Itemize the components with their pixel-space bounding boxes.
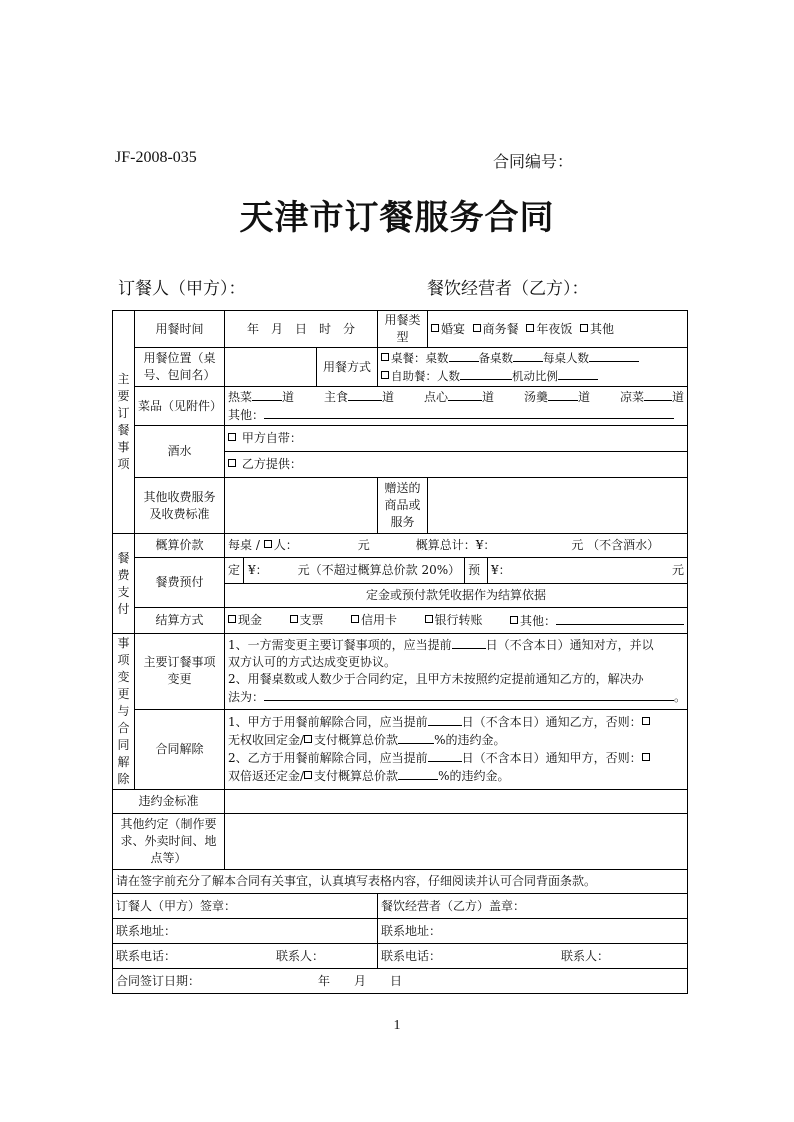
party-b-contact-field[interactable]: 联系电话： 联系人： bbox=[378, 944, 688, 969]
card-checkbox[interactable] bbox=[351, 615, 359, 623]
contract-number-label: 合同编号： bbox=[493, 152, 574, 171]
party-a-label: 订餐人（甲方）： bbox=[118, 279, 246, 299]
party-b-label: 餐饮经营者（乙方）： bbox=[427, 279, 589, 299]
spare-tables-label: 备桌数 bbox=[478, 351, 514, 365]
newyear-checkbox[interactable] bbox=[526, 324, 534, 332]
gifts-label: 赠送的商品或服务 bbox=[378, 478, 428, 534]
dishes-field: 热菜 道 主食 道 点心 道 汤羹 道 凉菜 道 其他： bbox=[225, 387, 688, 426]
newyear-option: 年夜饭 bbox=[536, 321, 573, 336]
table-count-blank[interactable] bbox=[449, 349, 479, 362]
prepay-amount-field[interactable]: ¥： 元 bbox=[488, 558, 688, 584]
per-table-label: 每桌人数 bbox=[543, 351, 590, 365]
section-change-label: 事项变更与合同解除 bbox=[113, 634, 135, 790]
notice-text: 请在签字前充分了解本合同有关事宜，认真填写表格内容，仔细阅读并认可合同背面条款。 bbox=[113, 870, 688, 894]
penalty-label: 违约金标准 bbox=[113, 790, 225, 814]
cancel-a-deposit-checkbox[interactable] bbox=[642, 717, 650, 725]
party-a-seal-field[interactable]: 订餐人（甲方）签章： bbox=[113, 894, 378, 919]
other-type-checkbox[interactable] bbox=[580, 324, 588, 332]
meal-mode-options bbox=[378, 348, 688, 387]
banquet-checkbox[interactable] bbox=[431, 324, 439, 332]
meal-type-options bbox=[428, 311, 688, 348]
budget-label: 概算价款 bbox=[135, 534, 225, 558]
meal-mode-label: 用餐方式 bbox=[317, 348, 378, 387]
meal-type-label: 用餐类型 bbox=[378, 311, 428, 348]
table-meal-label: 桌餐：桌数 bbox=[391, 351, 449, 365]
spare-count-blank[interactable] bbox=[513, 349, 543, 362]
drinks-self-field[interactable]: 甲方自带： bbox=[225, 426, 688, 452]
other-agreement-field[interactable] bbox=[225, 814, 688, 870]
change-terms: 1、一方需变更主要订餐事项的，应当提前 日（不含本日）通知对方，并以 双方认可的方式达成变更协议。 2、用餐桌数或人数少于合同约定，且甲方未按照约定提前通知乙方的，解决办 法为： 。 bbox=[225, 634, 688, 710]
business-option: 商务餐 bbox=[482, 321, 519, 336]
other-pay-checkbox[interactable] bbox=[510, 616, 518, 624]
form-code: JF-2008-035 bbox=[115, 149, 197, 166]
change-label: 主要订餐事项变更 bbox=[135, 634, 225, 710]
table-meal-checkbox[interactable] bbox=[381, 353, 389, 361]
contract-table bbox=[112, 310, 688, 994]
dishes-other-blank[interactable] bbox=[264, 406, 674, 419]
prepay-label: 餐费预付 bbox=[135, 558, 225, 608]
party-a-contact-field[interactable]: 联系电话： 联系人： bbox=[113, 944, 378, 969]
drinks-provided-checkbox[interactable] bbox=[228, 459, 236, 467]
other-type-option: 其他 bbox=[589, 321, 614, 336]
buffet-label: 自助餐：人数 bbox=[391, 369, 461, 383]
cancel-a-percent[interactable] bbox=[398, 731, 434, 744]
settlement-label: 结算方式 bbox=[135, 608, 225, 634]
other-fees-label: 其他收费服务及收费标准 bbox=[135, 478, 225, 534]
ratio-label: 机动比例 bbox=[512, 369, 559, 383]
party-a-address-field[interactable]: 联系地址： bbox=[113, 919, 378, 944]
buffet-count-blank[interactable] bbox=[460, 367, 512, 380]
section-fee-label: 餐费支付 bbox=[113, 534, 135, 634]
cancel-a-days[interactable] bbox=[428, 713, 462, 726]
page-number: 1 bbox=[393, 1018, 401, 1033]
settlement-options: 现金 支票 信用卡 银行转账 其他： bbox=[225, 608, 688, 634]
cancel-terms: 1、甲方于用餐前解除合同，应当提前 日（不含本日）通知乙方，否则： 无权收回定金/ 支付概算总价款 %的违约金。 2、乙方于用餐前解除合同，应当提前 日（不含本日）通知甲方，否则： 双倍返还定金/ 支付概算总价款 %的违约金。 bbox=[225, 709, 688, 789]
drinks-label: 酒水 bbox=[135, 426, 225, 478]
other-agreement-label: 其他约定（制作要求、外卖时间、地点等） bbox=[113, 814, 225, 870]
drinks-provided-field[interactable]: 乙方提供： bbox=[225, 452, 688, 478]
per-table-blank[interactable] bbox=[589, 349, 639, 362]
ratio-blank[interactable] bbox=[558, 367, 598, 380]
budget-field[interactable]: 每桌 / 人： 元 概算总计：¥： 元 （不含酒水） bbox=[225, 534, 688, 558]
prepay-basis-note: 定金或预付款凭收据作为结算依据 bbox=[225, 584, 688, 608]
page-title: 天津市订餐服务合同 bbox=[239, 198, 555, 238]
party-b-seal-field[interactable]: 餐饮经营者（乙方）盖章： bbox=[378, 894, 688, 919]
other-fees-field[interactable] bbox=[225, 478, 378, 534]
party-b-address-field[interactable]: 联系地址： bbox=[378, 919, 688, 944]
cancel-label: 合同解除 bbox=[135, 709, 225, 789]
cancel-a-penalty-checkbox[interactable] bbox=[304, 735, 312, 743]
meal-location-field[interactable] bbox=[225, 348, 317, 387]
check-checkbox[interactable] bbox=[290, 615, 298, 623]
cash-checkbox[interactable] bbox=[228, 615, 236, 623]
other-pay-blank[interactable] bbox=[556, 612, 684, 625]
drinks-self-checkbox[interactable] bbox=[228, 433, 236, 441]
cancel-b-deposit-checkbox[interactable] bbox=[642, 753, 650, 761]
meal-location-label: 用餐位置（桌号、包间名） bbox=[135, 348, 225, 387]
deposit-field[interactable]: 定 ¥： 元（不超过概算总价款 20%） 预 bbox=[225, 558, 488, 584]
change-notice-days[interactable] bbox=[452, 636, 486, 649]
signing-date-field[interactable]: 合同签订日期： 年 月 日 bbox=[113, 969, 688, 994]
dishes-label: 菜品（见附件） bbox=[135, 387, 225, 426]
transfer-checkbox[interactable] bbox=[425, 615, 433, 623]
meal-time-field[interactable]: 年 月 日 时 分 bbox=[225, 311, 378, 348]
banquet-option: 婚宴 bbox=[441, 321, 466, 336]
section-main-label: 主要订餐事项 bbox=[113, 311, 135, 534]
meal-time-label: 用餐时间 bbox=[135, 311, 225, 348]
change-resolution-blank[interactable] bbox=[264, 688, 674, 701]
cancel-b-percent[interactable] bbox=[398, 767, 438, 780]
buffet-checkbox[interactable] bbox=[381, 371, 389, 379]
gifts-field[interactable] bbox=[428, 478, 688, 534]
cancel-b-penalty-checkbox[interactable] bbox=[304, 771, 312, 779]
penalty-field[interactable] bbox=[225, 790, 688, 814]
business-checkbox[interactable] bbox=[473, 324, 481, 332]
cancel-b-days[interactable] bbox=[428, 749, 462, 762]
